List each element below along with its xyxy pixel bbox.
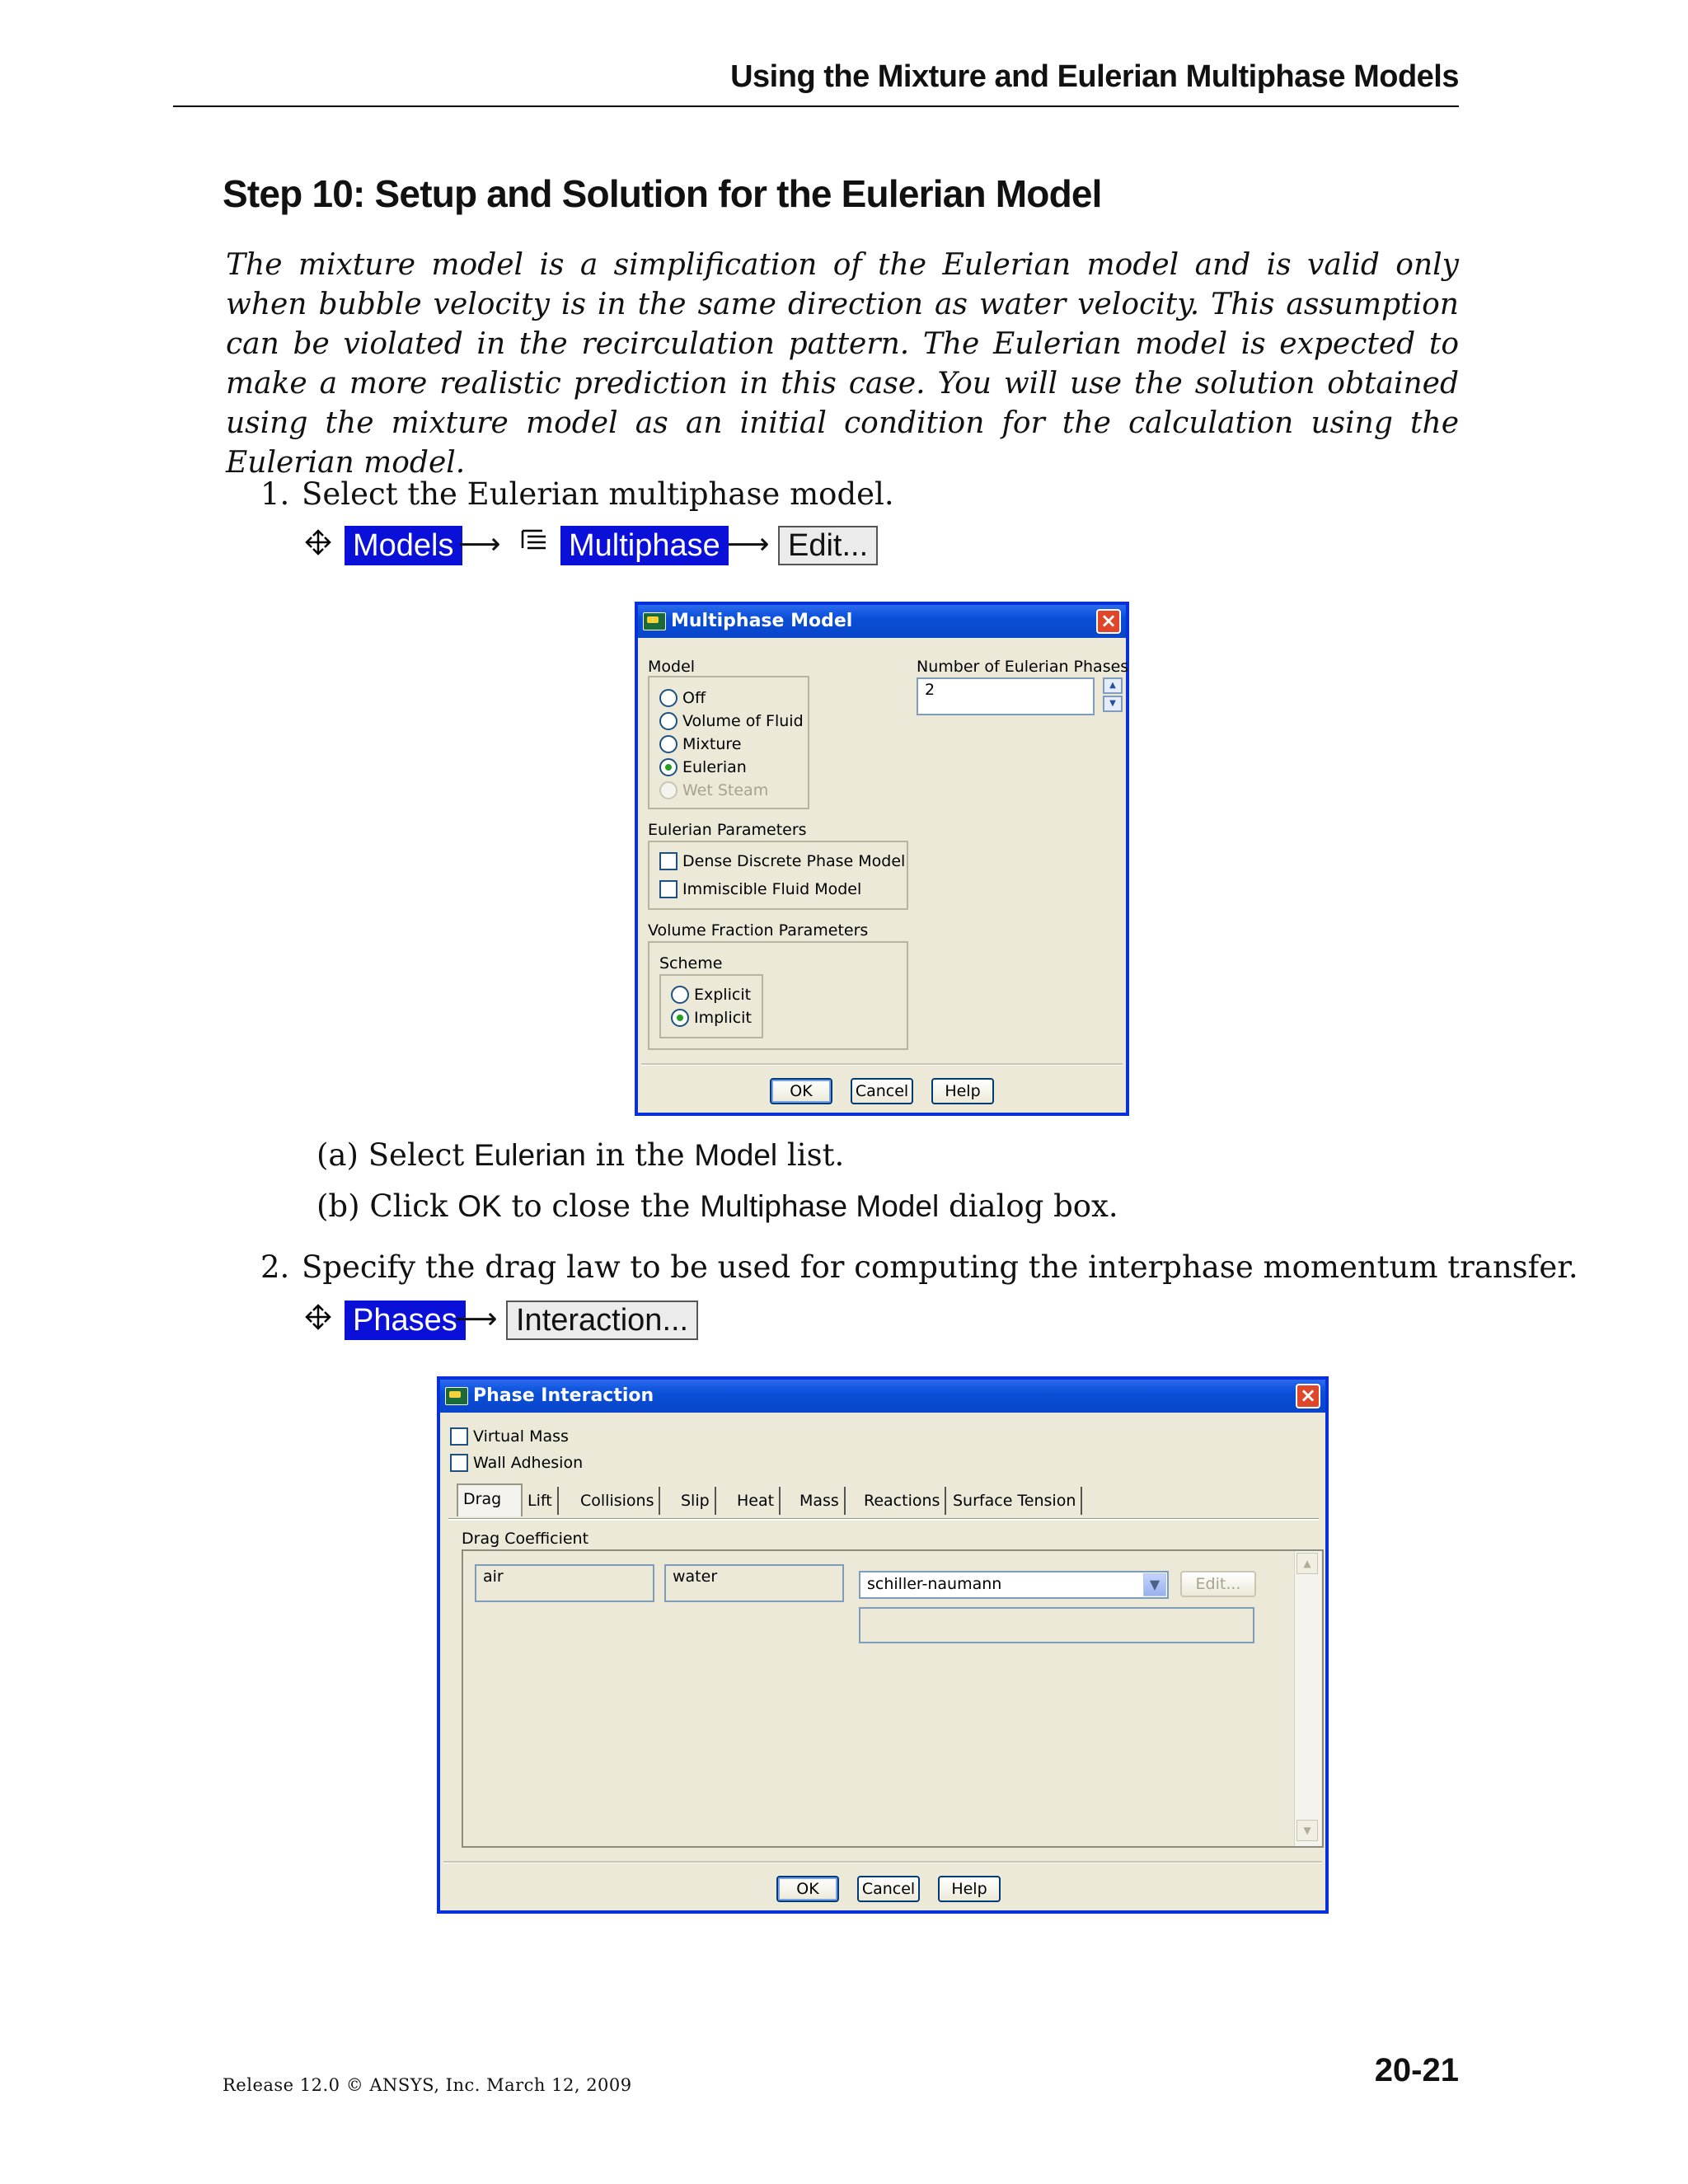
vf-params-label: Volume Fraction Parameters: [648, 921, 869, 940]
gui-term: Eulerian: [474, 1138, 586, 1172]
virtual-mass-checkbox[interactable]: [450, 1427, 468, 1446]
tab-slip[interactable]: Slip: [676, 1487, 716, 1515]
tree-list-icon: [519, 526, 549, 555]
intro-paragraph: The mixture model is a simplification of the Eulerian model and is valid only when bubble velocity is in the same direction as water velocity. This assumption can be violated in the recirculation pattern. The Eulerian model is expected to make a more realistic prediction in this case. You will use the solution obtained using the mixture model as an initial condition for the calculation using the Eulerian model.: [226, 248, 1459, 480]
tab-collisions[interactable]: Collisions: [575, 1487, 660, 1515]
dense-dpm-label: Dense Discrete Phase Model: [682, 852, 906, 870]
phases-input[interactable]: 2: [917, 677, 1095, 715]
substep-text: list.: [786, 1137, 845, 1173]
drag-panel: [462, 1549, 1324, 1848]
radio-wet-steam-label: Wet Steam: [682, 781, 769, 799]
tab-strip: [457, 1487, 1083, 1520]
substep-label: (a): [316, 1137, 359, 1173]
tab-lift[interactable]: Lift: [523, 1487, 559, 1515]
scrollbar[interactable]: [1294, 1551, 1321, 1846]
tab-surface-tension[interactable]: Surface Tension: [948, 1487, 1082, 1515]
substep-text: Click: [369, 1188, 448, 1224]
path-edit: Edit...: [778, 526, 878, 565]
wall-adhesion-label: Wall Adhesion: [473, 1454, 584, 1472]
substep-text: in the: [595, 1137, 685, 1173]
radio-mixture-label: Mixture: [682, 735, 742, 753]
phase1-field: air: [475, 1564, 654, 1602]
substep-text: to close the: [511, 1188, 691, 1224]
gui-path-2: [303, 1301, 798, 1345]
tab-reactions[interactable]: Reactions: [859, 1487, 946, 1515]
tab-drag[interactable]: Drag: [457, 1483, 523, 1516]
path-models: Models: [345, 526, 462, 565]
help-button[interactable]: Help: [938, 1876, 1001, 1902]
model-label: Model: [648, 658, 696, 676]
ok-button[interactable]: OK: [770, 1078, 832, 1104]
gui-path-1: [303, 526, 963, 570]
substep-b: [316, 1188, 1118, 1224]
four-arrows-icon: [303, 527, 333, 557]
radio-vof-label: Volume of Fluid: [682, 712, 804, 730]
substep-text: dialog box.: [948, 1188, 1118, 1224]
chevron-down-icon[interactable]: ▼: [1143, 1573, 1166, 1596]
radio-wet-steam: [659, 781, 678, 799]
substep-text: Select: [368, 1137, 465, 1173]
phase-interaction-dialog: [437, 1376, 1329, 1914]
app-icon: [445, 1387, 468, 1405]
dialog-title: Multiphase Model: [671, 611, 853, 631]
cancel-button[interactable]: Cancel: [851, 1078, 913, 1104]
path-arrow: ⟶: [455, 1302, 498, 1336]
radio-eulerian-label: Eulerian: [682, 758, 747, 776]
tab-heat[interactable]: Heat: [732, 1487, 781, 1515]
phases-label: Number of Eulerian Phases: [917, 658, 1129, 676]
drag-law-value: schiller-naumann: [867, 1575, 1002, 1593]
edit-button: Edit...: [1180, 1571, 1256, 1597]
eulerian-params-group: [648, 841, 908, 910]
virtual-mass-label: Virtual Mass: [473, 1427, 569, 1446]
radio-vof[interactable]: [659, 712, 678, 730]
path-arrow: ⟶: [458, 527, 501, 561]
immiscible-label: Immiscible Fluid Model: [682, 880, 862, 898]
gui-term: Multiphase Model: [700, 1189, 940, 1223]
dialog-separator: [443, 1861, 1322, 1863]
drag-options-field: [859, 1607, 1254, 1643]
close-icon[interactable]: ×: [1296, 1384, 1320, 1408]
drag-law-select[interactable]: [859, 1571, 1169, 1599]
path-arrow: ⟶: [727, 527, 770, 561]
radio-explicit[interactable]: [671, 986, 689, 1004]
help-button[interactable]: Help: [931, 1078, 994, 1104]
radio-mixture[interactable]: [659, 735, 678, 753]
path-interaction: Interaction...: [506, 1301, 698, 1340]
gui-term: OK: [457, 1189, 502, 1223]
cancel-button[interactable]: Cancel: [857, 1876, 920, 1902]
eulerian-params-label: Eulerian Parameters: [648, 821, 807, 839]
spin-up-icon[interactable]: ▲: [1103, 677, 1123, 694]
drag-coefficient-label: Drag Coefficient: [462, 1530, 589, 1548]
radio-implicit-label: Implicit: [694, 1009, 752, 1027]
vf-params-group: [648, 941, 908, 1050]
tab-mass[interactable]: Mass: [795, 1487, 846, 1515]
wall-adhesion-checkbox[interactable]: [450, 1454, 468, 1472]
path-phases: Phases: [345, 1301, 466, 1340]
substep-label: (b): [316, 1188, 360, 1224]
step-text-2: Specify the drag law to be used for computing the interphase momentum transfer.: [302, 1249, 1578, 1285]
scheme-group: [659, 974, 763, 1038]
page-number: 20-21: [1374, 2052, 1459, 2088]
step-number-1: 1.: [260, 476, 290, 512]
radio-off[interactable]: [659, 689, 678, 707]
scroll-up-icon[interactable]: ▲: [1296, 1553, 1318, 1574]
dialog-titlebar: [638, 605, 1126, 638]
multiphase-model-dialog: [635, 602, 1129, 1116]
phase2-field: water: [664, 1564, 844, 1602]
release-footer: Release 12.0 © ANSYS, Inc. March 12, 2009: [223, 2075, 632, 2095]
gui-term: Model: [694, 1138, 778, 1172]
section-title: Step 10: Setup and Solution for the Eulerian Model: [223, 172, 1102, 215]
tab-panel-top: [448, 1518, 1319, 1521]
radio-off-label: Off: [682, 689, 706, 707]
substep-a: [316, 1137, 844, 1173]
dense-dpm-checkbox[interactable]: [659, 852, 678, 870]
radio-implicit[interactable]: [671, 1009, 689, 1027]
scroll-down-icon[interactable]: ▼: [1296, 1820, 1318, 1841]
header-rule: [173, 105, 1459, 107]
dialog-separator: [641, 1063, 1123, 1066]
step-text-1: Select the Eulerian multiphase model.: [302, 476, 894, 512]
running-header: Using the Mixture and Eulerian Multiphase Models: [730, 59, 1459, 94]
ok-button[interactable]: OK: [776, 1876, 839, 1902]
step-number-2: 2.: [260, 1249, 290, 1285]
app-icon: [643, 612, 666, 630]
four-arrows-icon: [303, 1302, 333, 1332]
close-icon[interactable]: ×: [1096, 609, 1121, 634]
immiscible-checkbox[interactable]: [659, 880, 678, 898]
model-group: [648, 676, 809, 809]
path-multiphase: Multiphase: [560, 526, 729, 565]
dialog-title: Phase Interaction: [473, 1385, 654, 1406]
dialog-titlebar: [440, 1380, 1325, 1413]
radio-explicit-label: Explicit: [694, 986, 752, 1004]
spin-down-icon[interactable]: ▼: [1103, 696, 1123, 712]
scheme-label: Scheme: [659, 954, 723, 972]
radio-eulerian[interactable]: [659, 758, 678, 776]
